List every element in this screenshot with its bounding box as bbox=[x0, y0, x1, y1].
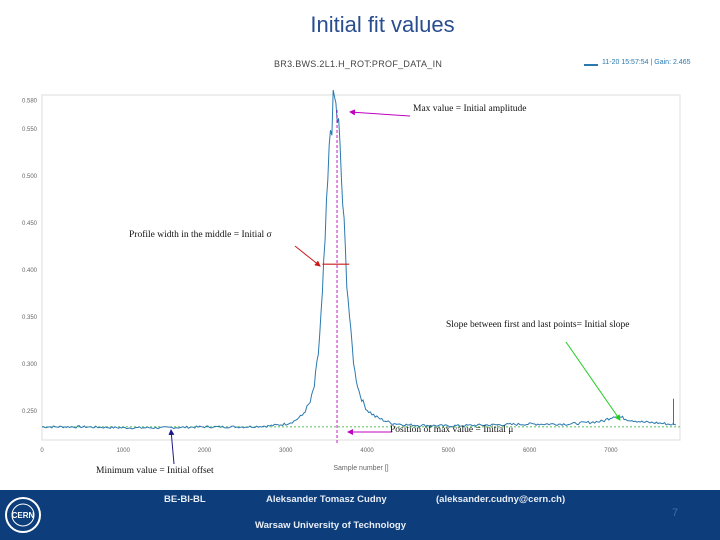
x-tick-label: 3000 bbox=[279, 448, 293, 454]
y-tick-label: 0.300 bbox=[22, 361, 38, 368]
y-tick-label: 0.400 bbox=[22, 267, 38, 274]
footer-bar bbox=[0, 490, 720, 540]
amplitude-arrow bbox=[350, 112, 410, 116]
footer-author: Aleksander Tomasz Cudny bbox=[266, 494, 387, 505]
cern-logo bbox=[4, 496, 42, 534]
x-tick-label: 7000 bbox=[604, 448, 618, 454]
plot-frame bbox=[42, 95, 680, 440]
y-tick-label: 0.580 bbox=[22, 98, 38, 105]
page-number: 7 bbox=[672, 507, 679, 519]
x-tick-label: 2000 bbox=[197, 448, 212, 454]
svg-text:CERN: CERN bbox=[11, 511, 35, 520]
chart-title: BR3.BWS.2L1.H_ROT:PROF_DATA_IN bbox=[274, 59, 443, 69]
x-tick-label: 5000 bbox=[441, 448, 456, 454]
legend-text: 11-20 15:57:54 | Gain: 2.465 bbox=[602, 59, 691, 66]
footer-group: BE-BI-BL bbox=[164, 494, 206, 505]
annotation-amplitude: Max value = Initial amplitude bbox=[413, 104, 527, 114]
y-tick-label: 0.450 bbox=[22, 220, 38, 227]
sigma-arrow bbox=[295, 246, 320, 266]
y-tick-label: 0.550 bbox=[22, 126, 38, 133]
slope-arrow bbox=[566, 342, 620, 420]
x-tick-label: 6000 bbox=[522, 448, 537, 454]
y-tick-label: 0.500 bbox=[22, 173, 38, 180]
annotation-slope: Slope between first and last points= Initial slope bbox=[446, 320, 630, 330]
slide-title: Initial fit values bbox=[310, 12, 455, 37]
x-tick-label: 4000 bbox=[360, 448, 374, 454]
offset-arrow bbox=[171, 430, 174, 464]
annotation-sigma: Profile width in the middle = Initial σ bbox=[129, 230, 272, 240]
footer-email: (aleksander.cudny@cern.ch) bbox=[436, 494, 566, 505]
x-axis-label: Sample number [] bbox=[333, 465, 389, 472]
y-tick-label: 0.350 bbox=[22, 314, 38, 321]
annotation-offset: Minimum value = Initial offset bbox=[96, 466, 214, 476]
profile-series-line bbox=[42, 90, 676, 429]
x-tick-label: 1000 bbox=[116, 448, 130, 454]
x-tick-label: 0 bbox=[40, 448, 44, 454]
annotation-mu: Position of max value = Initial μ bbox=[390, 425, 514, 435]
y-tick-label: 0.250 bbox=[22, 408, 38, 415]
footer-university: Warsaw University of Technology bbox=[255, 520, 406, 531]
